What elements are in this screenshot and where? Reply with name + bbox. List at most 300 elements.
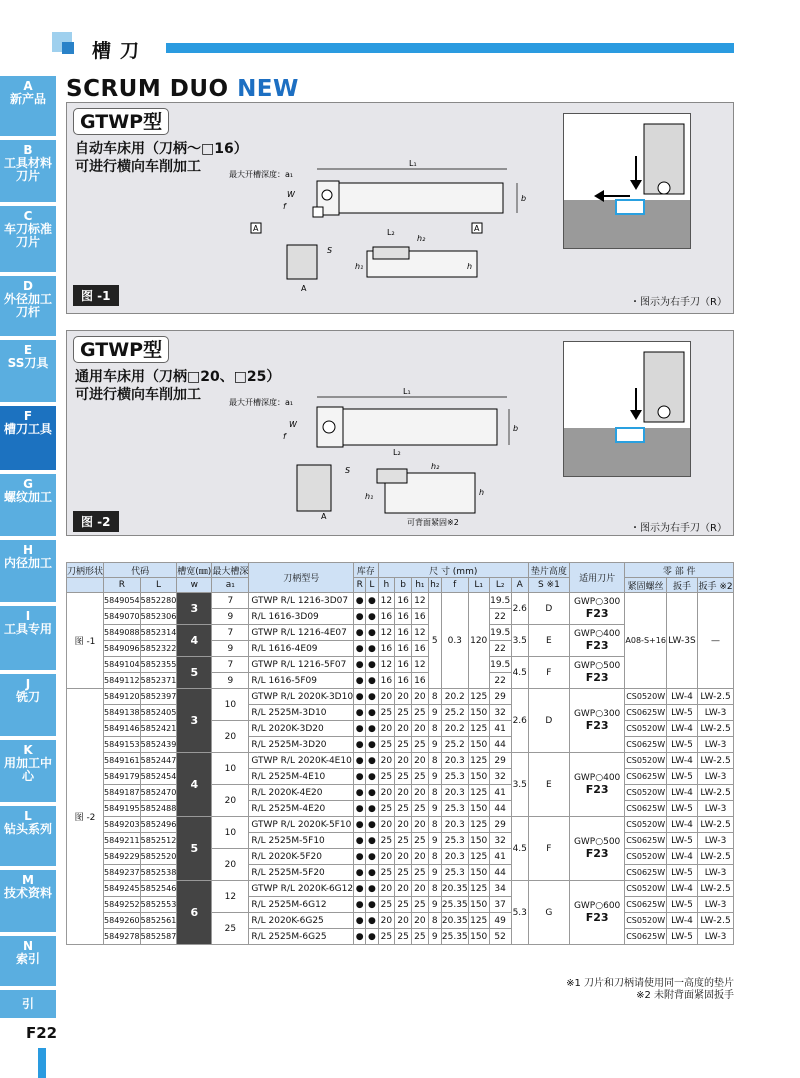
side-tab-letter: D xyxy=(23,279,33,293)
code-l: 5852512 xyxy=(140,833,177,849)
h-h: h xyxy=(378,578,395,593)
code-r: 5849153 xyxy=(104,737,141,753)
dim-h2: 9 xyxy=(428,865,441,881)
dim-f: 20.35 xyxy=(441,881,468,897)
model: GTWP R/L 1216-4E07 xyxy=(249,625,354,641)
code-r: 5849070 xyxy=(104,609,141,625)
shim-S: G xyxy=(528,881,569,945)
code-l: 5852371 xyxy=(140,673,177,689)
model: R/L 2525M-6G12 xyxy=(249,897,354,913)
stock-r: ● xyxy=(354,705,366,721)
side-tab-f[interactable] xyxy=(0,406,56,472)
code-l: 5852488 xyxy=(140,801,177,817)
spec-table xyxy=(66,562,734,945)
side-tab-letter: A xyxy=(23,79,33,93)
dim-A: 4.5 xyxy=(511,657,528,689)
model: R/L 2525M-5F20 xyxy=(249,865,354,881)
screw: CS0625W xyxy=(625,737,667,753)
wrench: LW-5 xyxy=(666,705,697,721)
stock-l: ● xyxy=(366,785,378,801)
dim-b: 25 xyxy=(395,833,412,849)
dim-b: 20 xyxy=(395,881,412,897)
page-bar xyxy=(38,1048,46,1078)
dim-h2: 9 xyxy=(428,705,441,721)
groove-width: 4 xyxy=(177,625,212,657)
dim-f: 20.3 xyxy=(441,849,468,865)
dim-L2: 22 xyxy=(489,641,511,657)
dim-L1: 125 xyxy=(468,753,489,769)
insert-grade: F23 xyxy=(585,783,609,796)
toolholder-drawing-1 xyxy=(217,155,547,305)
stock-r: ● xyxy=(354,753,366,769)
h-a1: a₁ xyxy=(212,578,249,593)
code-r: 5849252 xyxy=(104,897,141,913)
code-r: 5849203 xyxy=(104,817,141,833)
machining-illustration-1 xyxy=(563,113,691,249)
dim-L1: 120 xyxy=(468,593,489,689)
code-r: 5849161 xyxy=(104,753,141,769)
stock-r: ● xyxy=(354,737,366,753)
dim-L2: 44 xyxy=(489,865,511,881)
dim-h2: 8 xyxy=(428,817,441,833)
footnote-1: ※1 刀片和刀柄请使用同一高度的垫片 xyxy=(566,978,734,989)
wrench2: LW-2.5 xyxy=(698,849,734,865)
dim-h1: 12 xyxy=(411,657,428,673)
category-title: 槽刀 xyxy=(92,40,149,62)
side-tab-index-label: 引 xyxy=(0,990,56,1020)
dim-w-1: W xyxy=(287,190,295,199)
model: GTWP R/L 1216-5F07 xyxy=(249,657,354,673)
code-l: 5852553 xyxy=(140,897,177,913)
series-name: SCRUM DUO xyxy=(66,76,229,102)
code-l: 5852561 xyxy=(140,913,177,929)
dim-s-2: S xyxy=(345,466,351,475)
max-depth: 20 xyxy=(212,721,249,753)
dim-b: 25 xyxy=(395,801,412,817)
code-r: 5849237 xyxy=(104,865,141,881)
code-r: 5849138 xyxy=(104,705,141,721)
side-tab-letter: I xyxy=(25,609,31,623)
dim-A: 2.6 xyxy=(511,593,528,625)
dim-h: 20 xyxy=(378,849,395,865)
wrench2: LW-2.5 xyxy=(698,913,734,929)
dim-L2: 29 xyxy=(489,689,511,705)
dim-L2: 32 xyxy=(489,769,511,785)
stock-l: ● xyxy=(366,769,378,785)
dim-h2: 5 xyxy=(428,593,441,689)
panel2-desc1: 通用车床用（刀柄□20、□25） xyxy=(75,369,281,385)
groove-width: 6 xyxy=(177,881,212,945)
dim-h2: 8 xyxy=(428,881,441,897)
h-f: f xyxy=(441,578,468,593)
max-depth: 7 xyxy=(212,657,249,673)
dim-L1: 150 xyxy=(468,737,489,753)
stock-l: ● xyxy=(366,705,378,721)
code-l: 5852454 xyxy=(140,769,177,785)
dim-b-2: b xyxy=(513,424,519,433)
dim-b: 20 xyxy=(395,785,412,801)
h-depth: 最大槽深 xyxy=(212,563,249,578)
code-l: 5852470 xyxy=(140,785,177,801)
dim-h2: 9 xyxy=(428,929,441,945)
h-width: 槽宽(㎜) xyxy=(177,563,212,578)
wrench: LW-4 xyxy=(666,689,697,705)
model: R/L 2525M-3D20 xyxy=(249,737,354,753)
dim-b: 20 xyxy=(395,689,412,705)
model: R/L 2525M-6G25 xyxy=(249,929,354,945)
model: R/L 2020K-6G25 xyxy=(249,913,354,929)
dim-h1: 25 xyxy=(411,929,428,945)
code-l: 5852546 xyxy=(140,881,177,897)
h-shape: 刀柄形状 xyxy=(67,563,104,578)
insert-code: GWP○600 xyxy=(573,901,621,911)
dim-h: 20 xyxy=(378,913,395,929)
stock-r: ● xyxy=(354,657,366,673)
header-rule xyxy=(166,43,734,53)
table-row xyxy=(67,593,734,609)
dim-h1: 20 xyxy=(411,785,428,801)
table-row xyxy=(67,881,734,897)
code-r: 5849195 xyxy=(104,801,141,817)
wrench: LW-4 xyxy=(666,881,697,897)
insert-cell xyxy=(569,753,625,817)
dim-h1: 25 xyxy=(411,769,428,785)
wrench2: — xyxy=(698,593,734,689)
table-row xyxy=(67,769,734,785)
dim-b: 16 xyxy=(395,641,412,657)
dim-b: 20 xyxy=(395,913,412,929)
wrench: LW-4 xyxy=(666,849,697,865)
dim-h1: 25 xyxy=(411,865,428,881)
shim-S: F xyxy=(528,657,569,689)
h-code: 代码 xyxy=(104,563,177,578)
screw: CS0625W xyxy=(625,865,667,881)
shim-S: D xyxy=(528,689,569,753)
code-l: 5852496 xyxy=(140,817,177,833)
wrench2: LW-3 xyxy=(698,897,734,913)
dim-L1: 150 xyxy=(468,897,489,913)
dim-L2: 22 xyxy=(489,673,511,689)
side-tab-d[interactable] xyxy=(0,276,56,338)
h-stock-L: L xyxy=(366,578,378,593)
code-r: 5849229 xyxy=(104,849,141,865)
h-R: R xyxy=(104,578,141,593)
groove-width: 3 xyxy=(177,593,212,625)
screw: CS0520W xyxy=(625,881,667,897)
dim-h: 12 xyxy=(378,625,395,641)
stock-r: ● xyxy=(354,689,366,705)
dim-f: 25.3 xyxy=(441,833,468,849)
dim-f-1: f xyxy=(283,202,286,211)
model: R/L 1616-5F09 xyxy=(249,673,354,689)
dim-h2-1: h₂ xyxy=(417,234,426,243)
stock-r: ● xyxy=(354,913,366,929)
side-tab-letter: B xyxy=(23,143,33,157)
dim-h1: 20 xyxy=(411,913,428,929)
dim-A: 3.5 xyxy=(511,753,528,817)
max-depth: 10 xyxy=(212,817,249,849)
code-l: 5852421 xyxy=(140,721,177,737)
stock-l: ● xyxy=(366,897,378,913)
dim-h: 20 xyxy=(378,753,395,769)
code-r: 5849211 xyxy=(104,833,141,849)
wrench: LW-5 xyxy=(666,833,697,849)
h-insert: 适用刀片 xyxy=(569,563,625,593)
side-tab-k[interactable] xyxy=(0,740,56,804)
panel1-desc2: 可进行横向车削加工 xyxy=(75,159,201,175)
dim-h2: 9 xyxy=(428,897,441,913)
max-depth: 20 xyxy=(212,785,249,817)
side-tab-j[interactable] xyxy=(0,674,56,738)
wrench2: LW-3 xyxy=(698,801,734,817)
shim-S: E xyxy=(528,753,569,817)
side-tab-m[interactable] xyxy=(0,870,56,934)
side-tab-text: 螺纹加工 xyxy=(3,490,52,504)
dim-L2: 29 xyxy=(489,753,511,769)
stock-r: ● xyxy=(354,801,366,817)
code-r: 5849278 xyxy=(104,929,141,945)
dim-f: 20.2 xyxy=(441,721,468,737)
h-b: b xyxy=(395,578,412,593)
dim-f: 25.35 xyxy=(441,897,468,913)
dim-h1: 25 xyxy=(411,801,428,817)
max-depth: 7 xyxy=(212,625,249,641)
table-row xyxy=(67,721,734,737)
header-square-dark xyxy=(62,42,74,54)
model: R/L 1616-4E09 xyxy=(249,641,354,657)
dim-f: 20.2 xyxy=(441,689,468,705)
h-h1: h₁ xyxy=(411,578,428,593)
dim-h2: 8 xyxy=(428,913,441,929)
section-A-1: A xyxy=(253,224,259,233)
wrench: LW-4 xyxy=(666,785,697,801)
side-tab-letter: F xyxy=(23,409,33,423)
shim-S: F xyxy=(528,817,569,881)
max-depth: 7 xyxy=(212,593,249,609)
dim-b: 20 xyxy=(395,753,412,769)
dim-h1: 12 xyxy=(411,593,428,609)
screw: CS0625W xyxy=(625,801,667,817)
insert-cell xyxy=(569,625,625,657)
insert-cell xyxy=(569,593,625,625)
dim-f: 20.3 xyxy=(441,753,468,769)
stock-l: ● xyxy=(366,929,378,945)
wrench2: LW-3 xyxy=(698,769,734,785)
insert-grade: F23 xyxy=(585,671,609,684)
wrench: LW-4 xyxy=(666,817,697,833)
dim-h: 25 xyxy=(378,865,395,881)
section-A-1b: A xyxy=(474,224,480,233)
dim-L1: 150 xyxy=(468,833,489,849)
code-r: 5849179 xyxy=(104,769,141,785)
dim-L2-1: L₂ xyxy=(387,228,395,237)
max-depth: 9 xyxy=(212,673,249,689)
dim-h1-2: h₁ xyxy=(365,492,374,501)
stock-r: ● xyxy=(354,785,366,801)
model: GTWP R/L 2020K-5F10 xyxy=(249,817,354,833)
insert-code: GWP○400 xyxy=(573,773,621,783)
model: R/L 2525M-5F10 xyxy=(249,833,354,849)
h-wrench2: 扳手 ※2 xyxy=(698,578,734,593)
h-screw: 紧固螺丝 xyxy=(625,578,667,593)
dim-h2-2: h₂ xyxy=(431,462,440,471)
dim-f: 25.2 xyxy=(441,737,468,753)
groove-width: 3 xyxy=(177,689,212,753)
side-tab-b[interactable] xyxy=(0,140,56,204)
dim-L2: 37 xyxy=(489,897,511,913)
dim-h: 20 xyxy=(378,689,395,705)
toolholder-drawing-2 xyxy=(217,383,547,533)
dim-L2: 41 xyxy=(489,721,511,737)
insert-code: GWP○500 xyxy=(573,661,621,671)
code-l: 5852314 xyxy=(140,625,177,641)
panel1-desc1: 自动车床用（刀柄～□16） xyxy=(75,141,248,157)
page-number: F22 xyxy=(26,1024,58,1042)
stock-r: ● xyxy=(354,593,366,609)
wrench2: LW-3 xyxy=(698,737,734,753)
dim-h: 16 xyxy=(378,673,395,689)
insert-grade: F23 xyxy=(585,911,609,924)
machining-illustration-2 xyxy=(563,341,691,477)
dim-L1: 125 xyxy=(468,817,489,833)
max-depth: 10 xyxy=(212,753,249,785)
dim-h1-1: h₁ xyxy=(355,262,364,271)
table-row xyxy=(67,897,734,913)
insert-cell xyxy=(569,881,625,945)
side-tab-g[interactable] xyxy=(0,474,56,538)
dim-h: 25 xyxy=(378,897,395,913)
dim-L1: 125 xyxy=(468,785,489,801)
footnote-2: ※2 未附背面紧固扳手 xyxy=(636,990,734,1001)
table-row xyxy=(67,833,734,849)
h-L: L xyxy=(140,578,177,593)
side-tab-i[interactable] xyxy=(0,606,56,672)
side-tab-l[interactable] xyxy=(0,806,56,868)
side-tab-text: 技术资料 xyxy=(3,886,52,900)
side-tab-h[interactable] xyxy=(0,540,56,604)
code-r: 5849054 xyxy=(104,593,141,609)
dim-h1: 25 xyxy=(411,705,428,721)
dim-h1: 25 xyxy=(411,833,428,849)
stock-l: ● xyxy=(366,593,378,609)
side-tab-c[interactable] xyxy=(0,206,56,274)
series-title xyxy=(66,76,299,102)
new-badge: NEW xyxy=(237,76,299,102)
code-r: 5849088 xyxy=(104,625,141,641)
dim-h1: 16 xyxy=(411,641,428,657)
wrench: LW-4 xyxy=(666,753,697,769)
max-depth: 10 xyxy=(212,689,249,721)
dim-L2: 29 xyxy=(489,817,511,833)
stock-l: ● xyxy=(366,881,378,897)
dim-A: 2.6 xyxy=(511,689,528,753)
h-parts: 零 部 件 xyxy=(625,563,734,578)
side-tab-letter: M xyxy=(22,873,34,887)
side-tab-letter: H xyxy=(22,543,34,557)
insert-cell xyxy=(569,689,625,753)
shim-S: E xyxy=(528,625,569,657)
dim-A: 5.3 xyxy=(511,881,528,945)
table-row xyxy=(67,689,734,705)
h-S: S ※1 xyxy=(528,578,569,593)
spec-table-body xyxy=(67,593,734,945)
dim-L1: 125 xyxy=(468,689,489,705)
fig2-label: 图 -2 xyxy=(73,511,119,532)
stock-l: ● xyxy=(366,753,378,769)
side-tab-text: 铣刀 xyxy=(15,690,40,704)
panel-fig1 xyxy=(66,102,734,314)
stock-r: ● xyxy=(354,881,366,897)
stock-l: ● xyxy=(366,689,378,705)
code-l: 5852280 xyxy=(140,593,177,609)
max-depth: 25 xyxy=(212,913,249,945)
dim-b: 25 xyxy=(395,929,412,945)
dim-L2: 22 xyxy=(489,609,511,625)
stock-l: ● xyxy=(366,673,378,689)
stock-r: ● xyxy=(354,721,366,737)
dim-L2: 41 xyxy=(489,849,511,865)
dim-L1: 150 xyxy=(468,801,489,817)
fig2-cell: 图 -2 xyxy=(67,689,104,945)
h-L1: L₁ xyxy=(468,578,489,593)
dim-h-2: h xyxy=(479,488,485,497)
dim-L1: 125 xyxy=(468,721,489,737)
dim-f: 25.3 xyxy=(441,865,468,881)
table-row xyxy=(67,753,734,769)
h-shape-sub xyxy=(67,578,104,593)
side-tab-letter: E xyxy=(23,343,33,357)
stock-l: ● xyxy=(366,609,378,625)
screw: CS0520W xyxy=(625,785,667,801)
dim-h1: 16 xyxy=(411,673,428,689)
dim-h2: 8 xyxy=(428,689,441,705)
max-depth: 20 xyxy=(212,849,249,881)
dim-h1: 25 xyxy=(411,897,428,913)
side-tab-text: 车刀标准刀片 xyxy=(3,222,52,249)
dim-h: 25 xyxy=(378,769,395,785)
dim-h: 20 xyxy=(378,881,395,897)
model: R/L 2020K-4E20 xyxy=(249,785,354,801)
stock-l: ● xyxy=(366,801,378,817)
screw: CS0520W xyxy=(625,689,667,705)
table-row xyxy=(67,929,734,945)
wrench: LW-5 xyxy=(666,865,697,881)
dim-b: 16 xyxy=(395,609,412,625)
dim-s-1: S xyxy=(327,246,333,255)
side-tab-n[interactable] xyxy=(0,936,56,988)
side-tab-text: 工具专用 xyxy=(3,622,52,636)
stock-r: ● xyxy=(354,625,366,641)
side-tab-a[interactable] xyxy=(0,76,56,138)
stock-r: ● xyxy=(354,641,366,657)
wrench2: LW-2.5 xyxy=(698,689,734,705)
dim-w-2: W xyxy=(289,420,297,429)
dim-h1: 20 xyxy=(411,753,428,769)
insert-code: GWP○300 xyxy=(573,597,621,607)
wrench2: LW-3 xyxy=(698,929,734,945)
dim-h: 12 xyxy=(378,657,395,673)
max-depth: 9 xyxy=(212,609,249,625)
dim-h1: 20 xyxy=(411,881,428,897)
wrench: LW-4 xyxy=(666,913,697,929)
code-l: 5852538 xyxy=(140,865,177,881)
dim-b: 25 xyxy=(395,897,412,913)
stock-l: ● xyxy=(366,641,378,657)
table-row xyxy=(67,785,734,801)
dim-b: 16 xyxy=(395,657,412,673)
code-l: 5852322 xyxy=(140,641,177,657)
side-tab-e[interactable] xyxy=(0,340,56,404)
